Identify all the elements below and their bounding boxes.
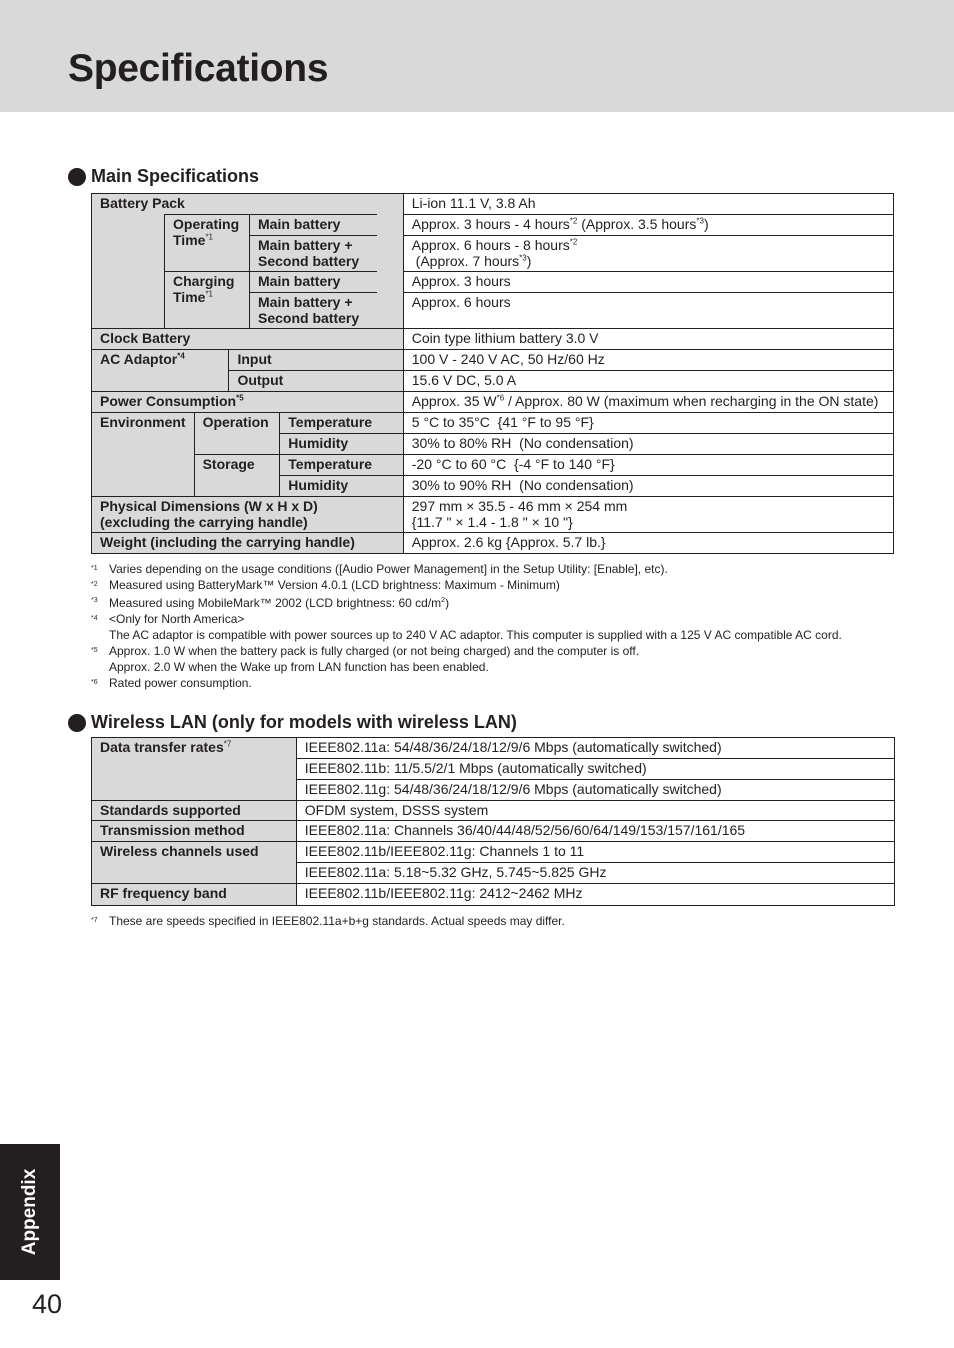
main-specifications-heading [68, 166, 259, 187]
storage-temperature-value: -20 °C to 60 °C {-4 °F to 140 °F} [403, 455, 893, 476]
table-row [92, 455, 894, 476]
ac-input-value: 100 V - 240 V AC, 50 Hz/60 Hz [403, 350, 893, 371]
ac-output-label: Output [229, 371, 403, 392]
standards-label: Standards supported [92, 801, 297, 821]
table-row [92, 350, 894, 371]
charging-time-label: Charging Time$^{*1}$ [164, 271, 249, 329]
appendix-tab [0, 1144, 60, 1280]
operating-second-battery-label: Main battery + Second battery [249, 235, 377, 271]
operation-humidity-label: Humidity [280, 434, 403, 455]
ac-input-label: Input [229, 350, 403, 371]
battery-pack-label: Battery Pack [92, 194, 404, 329]
table-row [92, 821, 895, 842]
transmission-label: Transmission method [92, 821, 297, 842]
footnote: $^{*4}$ <Only for North America> [91, 612, 245, 626]
dimensions-label: Physical Dimensions (W x H x D) (excluding the carrying handle) [92, 497, 404, 533]
storage-label: Storage [194, 455, 280, 497]
charging-second-battery-label: Main battery + Second battery [249, 292, 377, 329]
footnote: $^{*2}$ Measured using BatteryMark™ Version 4.0.1 (LCD brightness: Maximum - Minimum) [91, 578, 560, 592]
table-row [92, 497, 894, 533]
ac-output-value: 15.6 V DC, 5.0 A [403, 371, 893, 392]
operation-humidity-value: 30% to 80% RH (No condensation) [403, 434, 893, 455]
section-title: Wireless LAN (only for models with wireless LAN) [91, 712, 517, 732]
operating-main-battery-label: Main battery [249, 214, 377, 235]
footnotes [91, 561, 842, 691]
charging-main-battery-value: Approx. 3 hours [403, 272, 893, 293]
environment-label: Environment [92, 413, 195, 497]
operation-label: Operation [194, 413, 280, 455]
storage-humidity-label: Humidity [280, 476, 403, 497]
charging-main-battery-label: Main battery [249, 271, 377, 292]
standards-value: OFDM system, DSSS system [296, 801, 894, 821]
rf-band-value: IEEE802.11b/IEEE802.11g: 2412~2462 MHz [296, 884, 894, 906]
table-row [92, 842, 895, 863]
bullet-icon [68, 168, 86, 186]
wireless-lan-table [91, 737, 895, 906]
power-consumption-label: Power Consumption$^{*5}$ [92, 392, 404, 413]
footnote: The AC adaptor is compatible with power sources up to 240 V AC adaptor. This computer is supplied with a 125 V AC compatible AC cord. [109, 628, 842, 642]
page-number: 40 [32, 1289, 63, 1319]
page-title: Specifications [68, 47, 329, 90]
operating-second-battery-value: Approx. 6 hours - 8 hours$^{*2}$ (Approx. 7 hours$^{*3}$) [403, 236, 893, 272]
table-row [92, 884, 895, 906]
clock-battery-value: Coin type lithium battery 3.0 V [403, 329, 893, 350]
data-rate-value: IEEE802.11b: 11/5.5/2/1 Mbps (automatically switched) [296, 759, 894, 780]
data-rates-label: Data transfer rates$^{*7}$ [92, 738, 297, 801]
table-row [92, 801, 895, 821]
power-consumption-value: Approx. 35 $W^{*6}$ / Approx. 80 W (maximum when recharging in the ON state) [403, 392, 893, 413]
dimensions-value: 297 mm × 35.5 - 46 mm × 254 mm {11.7 " × 1.4 - 1.8 " × 10 "} [403, 497, 893, 533]
table-row [92, 533, 894, 554]
section-title: Main Specifications [91, 166, 260, 186]
footnote: Approx. 2.0 W when the Wake up from LAN function has been enabled. [109, 660, 489, 674]
weight-label: Weight (including the carrying handle) [92, 533, 404, 554]
battery-pack-value: Li-ion 11.1 V, 3.8 Ah [403, 194, 893, 215]
transmission-value: IEEE802.11a: Channels 36/40/44/48/52/56/60/64/149/153/157/161/165 [296, 821, 894, 842]
table-row [92, 738, 895, 759]
footnote: $^{*5}$ Approx. 1.0 W when the battery pack is fully charged (or not being charged) and the computer is off. [91, 644, 640, 658]
clock-battery-label: Clock Battery [92, 329, 404, 350]
table-row [92, 413, 894, 434]
weight-value: Approx. 2.6 kg {Approx. 5.7 lb.} [403, 533, 893, 554]
table-row [92, 329, 894, 350]
channels-label: Wireless channels used [92, 842, 297, 884]
charging-second-battery-value: Approx. 6 hours [403, 293, 893, 329]
wireless-lan-heading [68, 712, 517, 733]
operating-main-battery-value: Approx. 3 hours - 4 hours$^{*2}$ (Approx. 3.5 hours$^{*3}$) [403, 215, 893, 236]
rf-band-label: RF frequency band [92, 884, 297, 906]
data-rate-value: IEEE802.11g: 54/48/36/24/18/12/9/6 Mbps (automatically switched) [296, 780, 894, 801]
channels-value: IEEE802.11a: 5.18~5.32 GHz, 5.745~5.825 GHz [296, 863, 894, 884]
bullet-icon [68, 714, 86, 732]
footnote: $^{*6}$ Rated power consumption. [91, 676, 252, 690]
footnote: $^{*7}$ These are speeds specified in IEEE802.11a+b+g standards. Actual speeds may differ. [91, 914, 565, 928]
battery-sublabels [164, 214, 377, 330]
appendix-label: Appendix [19, 1168, 40, 1256]
channels-value: IEEE802.11b/IEEE802.11g: Channels 1 to 11 [296, 842, 894, 863]
footnote: $^{*1}$ Varies depending on the usage conditions ([Audio Power Management] in the Setup Utility: [Enable], etc). [91, 562, 668, 576]
operating-time-label: Operating Time$^{*1}$ [164, 214, 249, 271]
storage-humidity-value: 30% to 90% RH (No condensation) [403, 476, 893, 497]
ac-adaptor-label: AC Adaptor$^{*4}$ [92, 350, 229, 392]
footnote: $^{*3}$ Measured using MobileMark™ 2002 (LCD brightness: 60 $cd/m^2$) [91, 596, 450, 610]
table-row [92, 194, 894, 215]
table-row [92, 392, 894, 413]
data-rate-value: IEEE802.11a: 54/48/36/24/18/12/9/6 Mbps (automatically switched) [296, 738, 894, 759]
wlan-footnote [91, 913, 565, 929]
storage-temperature-label: Temperature [280, 455, 403, 476]
operation-temperature-label: Temperature [280, 413, 403, 434]
operation-temperature-value: 5 °C to 35°C {41 °F to 95 °F} [403, 413, 893, 434]
